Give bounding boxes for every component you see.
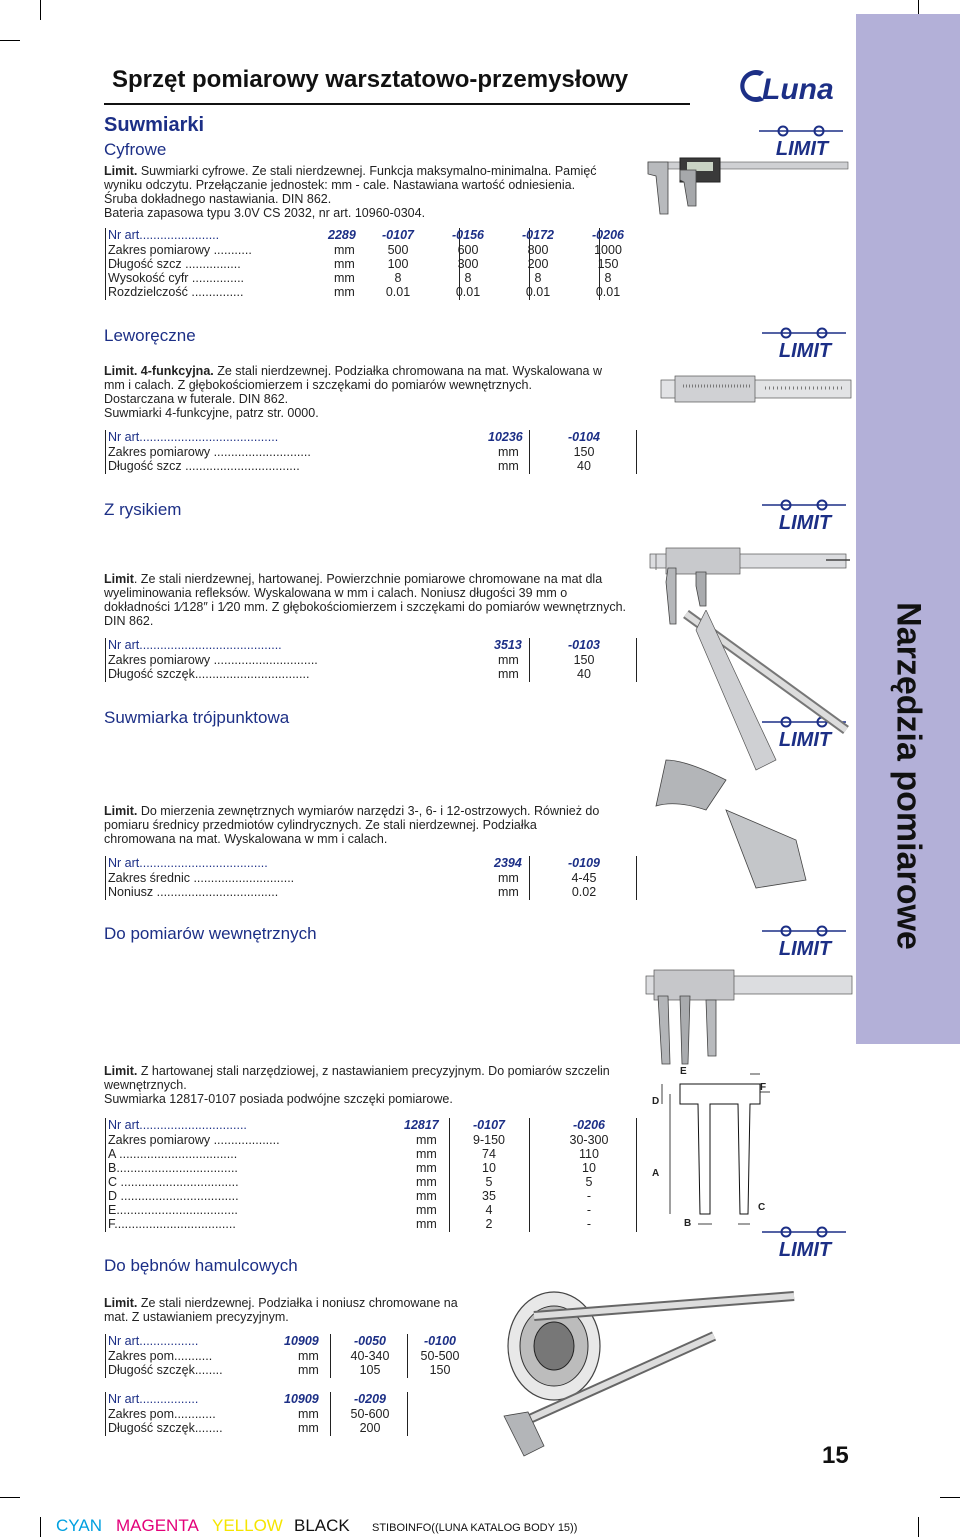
row-label: Zakres średnic .............................: [108, 871, 295, 885]
row-value: 200: [359, 1421, 381, 1435]
limit-logo-text: LIMIT: [778, 1239, 832, 1259]
variant-code: -0206: [573, 1118, 605, 1132]
variant-code: -0100: [424, 1334, 456, 1348]
nr-art-label: Nr art.................: [108, 1334, 199, 1348]
row-value: 1000: [594, 243, 622, 257]
row-unit: mm: [298, 1349, 319, 1363]
row-label: Zakres pomiarowy ..............................: [108, 653, 318, 667]
row-label: C ..................................: [108, 1175, 239, 1189]
row-unit: mm: [416, 1161, 437, 1175]
subheading-bebnow-hamulcowych: Do bębnów hamulcowych: [104, 1256, 298, 1275]
footer-job: STIBOINFO((LUNA KATALOG BODY 15)): [372, 1522, 578, 1534]
desc-line: DIN 862.: [104, 614, 154, 628]
row-unit: mm: [498, 445, 519, 459]
variant-code: -0050: [354, 1334, 386, 1348]
row-value: 150: [429, 1363, 451, 1377]
nr-art-base: 3513: [494, 638, 522, 652]
desc-line: wyeliminowania refleksów. Wyskalowana w mm i calach. Noniusz długości 39 mm o: [104, 586, 568, 600]
spec-table-cyfrowe: [104, 228, 644, 300]
subheading-trojpunktowa: Suwmiarka trójpunktowa: [104, 708, 290, 727]
row-label: Zakres pom...........: [108, 1349, 213, 1363]
limit-logo-text: LIMIT: [778, 729, 832, 749]
diagram-label-f: F: [760, 1082, 767, 1093]
nr-art-base: 10909: [284, 1334, 319, 1348]
limit-logo-mark: [757, 124, 847, 158]
footer-cyan: CYAN: [56, 1516, 102, 1535]
diagram-label-c: C: [758, 1202, 766, 1213]
row-value: 35: [482, 1189, 496, 1203]
crop-mark: [918, 1517, 919, 1537]
nr-art-base: 2394: [494, 856, 522, 870]
desc-line: pomiaru średnicy przedmiotów cylindrycznych. Ze stali nierdzewnej. Podziałka: [104, 818, 537, 832]
luna-logo-mark: [736, 66, 846, 106]
row-value: 50-600: [350, 1407, 390, 1421]
row-value: 30-300: [569, 1133, 609, 1147]
row-unit: mm: [498, 885, 519, 899]
row-unit: mm: [416, 1133, 437, 1147]
row-value: 40: [577, 667, 591, 681]
subheading-wewnetrznych: Do pomiarów wewnętrznych: [104, 924, 317, 943]
crop-mark: [40, 1517, 41, 1537]
row-label: B...................................: [108, 1161, 238, 1175]
row-value: -: [586, 1217, 592, 1231]
subheading-leworeczne: Leworęczne: [104, 326, 196, 345]
limit-logo: [757, 124, 847, 158]
row-unit: mm: [498, 653, 519, 667]
row-unit: mm: [416, 1147, 437, 1161]
nr-art-label: Nr art.......................: [108, 228, 220, 242]
variant-code: -0206: [592, 228, 624, 242]
row-label: Długość szcz ................: [108, 257, 241, 271]
row-value: 110: [579, 1147, 599, 1161]
variant-code: -0109: [568, 856, 600, 870]
row-unit: mm: [498, 667, 519, 681]
row-value: 150: [597, 257, 619, 271]
page-title: Sprzęt pomiarowy warsztatowo-przemysłowy: [112, 66, 629, 93]
subheading-cyfrowe: Cyfrowe: [104, 140, 167, 159]
desc-line: Suwmiarka 12817-0107 posiada podwójne szczęki pomiarowe.: [104, 1092, 453, 1106]
row-value: 2: [485, 1217, 493, 1231]
desc-line: wyniku odczytu. Przełączanie jednostek: mm - cale. Nastawiana wartość odniesienia.: [104, 178, 576, 192]
title-rule: [104, 103, 690, 105]
row-value: 8: [464, 271, 472, 285]
row-unit: mm: [298, 1363, 319, 1377]
brand-label: Limit.: [104, 1064, 138, 1078]
side-title: Narzędzia pomiarowe: [889, 602, 928, 950]
diagram-label-a: A: [652, 1168, 660, 1179]
footer-magenta: MAGENTA: [116, 1516, 199, 1535]
internal-caliper-image: [636, 966, 854, 1066]
desc-line: Suwmiarki cyfrowe. Ze stali nierdzewnej. Funkcja maksymalno-minimalna. Pamięć: [140, 164, 597, 178]
desc-line: Ze stali nierdzewnej. Podziałka i noniusz chromowane na: [137, 1296, 458, 1310]
row-value: 150: [573, 653, 595, 667]
row-value: 74: [482, 1147, 496, 1161]
desc-line: wewnętrznych.: [104, 1078, 187, 1092]
footer-black: BLACK: [294, 1516, 350, 1535]
description-bebnow-hamulcowych: [104, 1296, 504, 1324]
row-unit: mm: [498, 459, 519, 473]
desc-line: mm i calach. Z głębokościomierzem i szczękami do pomiarów wewnętrznych.: [104, 378, 532, 392]
row-unit: mm: [416, 1203, 437, 1217]
row-value: 300: [457, 257, 479, 271]
row-unit: mm: [416, 1175, 437, 1189]
row-value: 200: [527, 257, 549, 271]
row-label: A ..................................: [108, 1147, 238, 1161]
limit-logo-mark: [760, 326, 850, 360]
row-label: F...................................: [108, 1217, 236, 1231]
row-value: 40: [577, 459, 591, 473]
row-unit: mm: [498, 871, 519, 885]
row-unit: mm: [416, 1217, 437, 1231]
crop-mark: [0, 40, 20, 41]
row-label: E...................................: [108, 1203, 238, 1217]
luna-logo: [736, 66, 846, 106]
variant-code: -0172: [522, 228, 554, 242]
jaw-dimension-diagram: [640, 1064, 800, 1234]
row-value: 50-500: [420, 1349, 460, 1363]
row-value: 4: [485, 1203, 493, 1217]
row-value: 5: [485, 1175, 493, 1189]
desc-line: Suwmiarki 4-funkcyjne, patrz str. 0000.: [104, 406, 319, 420]
row-value: 10: [482, 1161, 496, 1175]
description-wewnetrznych: [104, 1064, 644, 1106]
variant-code: -0107: [382, 228, 414, 242]
limit-logo: [760, 326, 850, 360]
spec-table-wewnetrznych: [104, 1118, 644, 1232]
row-value: 500: [387, 243, 409, 257]
subheading-z-rysikiem: Z rysikiem: [104, 500, 182, 519]
desc-line: Bateria zapasowa typu 3.0V CS 2032, nr art. 10960-0304.: [104, 206, 426, 220]
spec-table-z-rysikiem: [104, 638, 644, 682]
nr-art-base: 2289: [328, 228, 356, 242]
variant-code: -0156: [452, 228, 484, 242]
row-value: 4-45: [571, 871, 597, 885]
row-value: 0.01: [525, 285, 551, 299]
row-value: 8: [534, 271, 542, 285]
row-unit: mm: [298, 1421, 319, 1435]
desc-line: Z hartowanej stali narzędziowej, z nastawianiem precyzyjnym. Do pomiarów szczelin: [137, 1064, 610, 1078]
row-value: 0.01: [385, 285, 411, 299]
diagram-label-d: D: [652, 1096, 660, 1107]
crop-mark: [40, 0, 41, 20]
desc-line: Ze stali nierdzewnej. Podziałka chromowana na mat. Wyskalowana w: [213, 364, 603, 378]
nr-art-label: Nr art...............................: [108, 1118, 247, 1132]
limit-logo-mark: [760, 924, 850, 958]
description-cyfrowe: [104, 164, 644, 220]
section-heading-suwmiarki: Suwmiarki: [104, 114, 205, 136]
nr-art-base: 10909: [284, 1392, 319, 1406]
row-unit: mm: [298, 1407, 319, 1421]
limit-logo-text: LIMIT: [778, 340, 832, 360]
limit-logo-mark: [760, 498, 850, 532]
luna-logo-text: Luna: [762, 73, 834, 106]
row-value: 5: [585, 1175, 593, 1189]
row-label: Długość szczęk........: [108, 1421, 223, 1435]
limit-logo-text: LIMIT: [778, 938, 832, 958]
brand-label: Limit.: [104, 804, 138, 818]
variant-code: -0107: [473, 1118, 505, 1132]
brand-label: Limit.: [104, 164, 138, 178]
brand-label: Limit. 4-funkcyjna.: [104, 364, 214, 378]
desc-line: Do mierzenia zewnętrznych wymiarów narzędzi 3-, 6- i 12-ostrzowych. Również do: [137, 804, 600, 818]
limit-logo-text: LIMIT: [778, 512, 832, 532]
limit-logo-text: LIMIT: [775, 138, 829, 158]
row-label: Długość szcz .................................: [108, 459, 300, 473]
row-label: Zakres pom............: [108, 1407, 216, 1421]
spec-table-bebny-2: [104, 1392, 484, 1436]
desc-line: chromowana na mat. Wyskalowana w mm i calach.: [104, 832, 388, 846]
description-leworeczne: [104, 364, 644, 420]
desc-line: Dostarczana w futerale. DIN 862.: [104, 392, 289, 406]
row-label: Długość szczęk.................................: [108, 667, 310, 681]
nr-art-label: Nr art.........................................: [108, 638, 282, 652]
row-unit: mm: [416, 1189, 437, 1203]
row-label: Długość szczęk........: [108, 1363, 223, 1377]
row-value: 0.02: [571, 885, 597, 899]
desc-line: Śruba dokładnego nastawiania. DIN 862.: [104, 192, 332, 206]
variant-code: -0104: [568, 430, 600, 444]
row-label: D ..................................: [108, 1189, 239, 1203]
digital-caliper-image: [640, 156, 850, 218]
limit-logo: [760, 498, 850, 532]
footer-yellow: YELLOW: [212, 1516, 283, 1535]
spec-table-leworeczne: [104, 430, 644, 474]
description-z-rysikiem: [104, 572, 644, 628]
row-label: Zakres pomiarowy ...................: [108, 1133, 280, 1147]
desc-line: dokładności 1⁄128″ i 1⁄20 mm. Z głębokościomierzem i szczękami do pomiarów wewnętrznych.: [104, 600, 627, 614]
desc-line: mat. Z ustawianiem precyzyjnym.: [104, 1310, 289, 1324]
row-value: 9-150: [473, 1133, 505, 1147]
row-value: 8: [394, 271, 402, 285]
row-value: 0.01: [455, 285, 481, 299]
row-value: 100: [387, 257, 409, 271]
spec-table-bebny-1: [104, 1334, 484, 1378]
row-value: 40-340: [350, 1349, 390, 1363]
brand-label: Limit: [104, 572, 134, 586]
diagram-label-e: E: [680, 1066, 687, 1077]
row-label: Rozdzielczość ...............: [108, 285, 244, 299]
nr-art-label: Nr art........................................: [108, 430, 279, 444]
left-hand-caliper-image: [655, 372, 855, 416]
row-unit: mm: [334, 285, 355, 299]
row-unit: mm: [334, 271, 355, 285]
row-unit: mm: [334, 257, 355, 271]
limit-logo: [760, 924, 850, 958]
nr-art-label: Nr art.....................................: [108, 856, 268, 870]
row-label: Zakres pomiarowy ............................: [108, 445, 311, 459]
row-value: -: [586, 1203, 592, 1217]
page-number: 15: [822, 1442, 849, 1469]
row-label: Zakres pomiarowy ...........: [108, 243, 252, 257]
row-label: Wysokość cyfr ...............: [108, 271, 245, 285]
row-value: 105: [359, 1363, 381, 1377]
nr-art-base: 12817: [404, 1118, 439, 1132]
crop-mark: [940, 1497, 960, 1498]
row-value: 600: [457, 243, 479, 257]
row-value: 10: [582, 1161, 596, 1175]
nr-art-label: Nr art.................: [108, 1392, 199, 1406]
variant-code: -0209: [354, 1392, 386, 1406]
crop-mark: [0, 1497, 20, 1498]
row-value: 800: [527, 243, 549, 257]
brand-label: Limit.: [104, 1296, 138, 1310]
three-point-caliper-image: [646, 610, 856, 890]
desc-line: . Ze stali nierdzewnej, hartowanej. Powierzchnie pomiarowe chromowane na mat dla: [133, 572, 603, 586]
row-value: -: [586, 1189, 592, 1203]
variant-code: -0103: [568, 638, 600, 652]
row-value: 8: [604, 271, 612, 285]
brake-drum-caliper-image: [494, 1276, 804, 1476]
nr-art-base: 10236: [488, 430, 523, 444]
row-value: 0.01: [595, 285, 621, 299]
row-unit: mm: [334, 243, 355, 257]
row-label: Noniusz ...................................: [108, 885, 279, 899]
spec-table-trojpunktowa: [104, 856, 644, 900]
diagram-label-b: B: [684, 1218, 692, 1229]
description-trojpunktowa: [104, 804, 640, 846]
row-value: 150: [573, 445, 595, 459]
